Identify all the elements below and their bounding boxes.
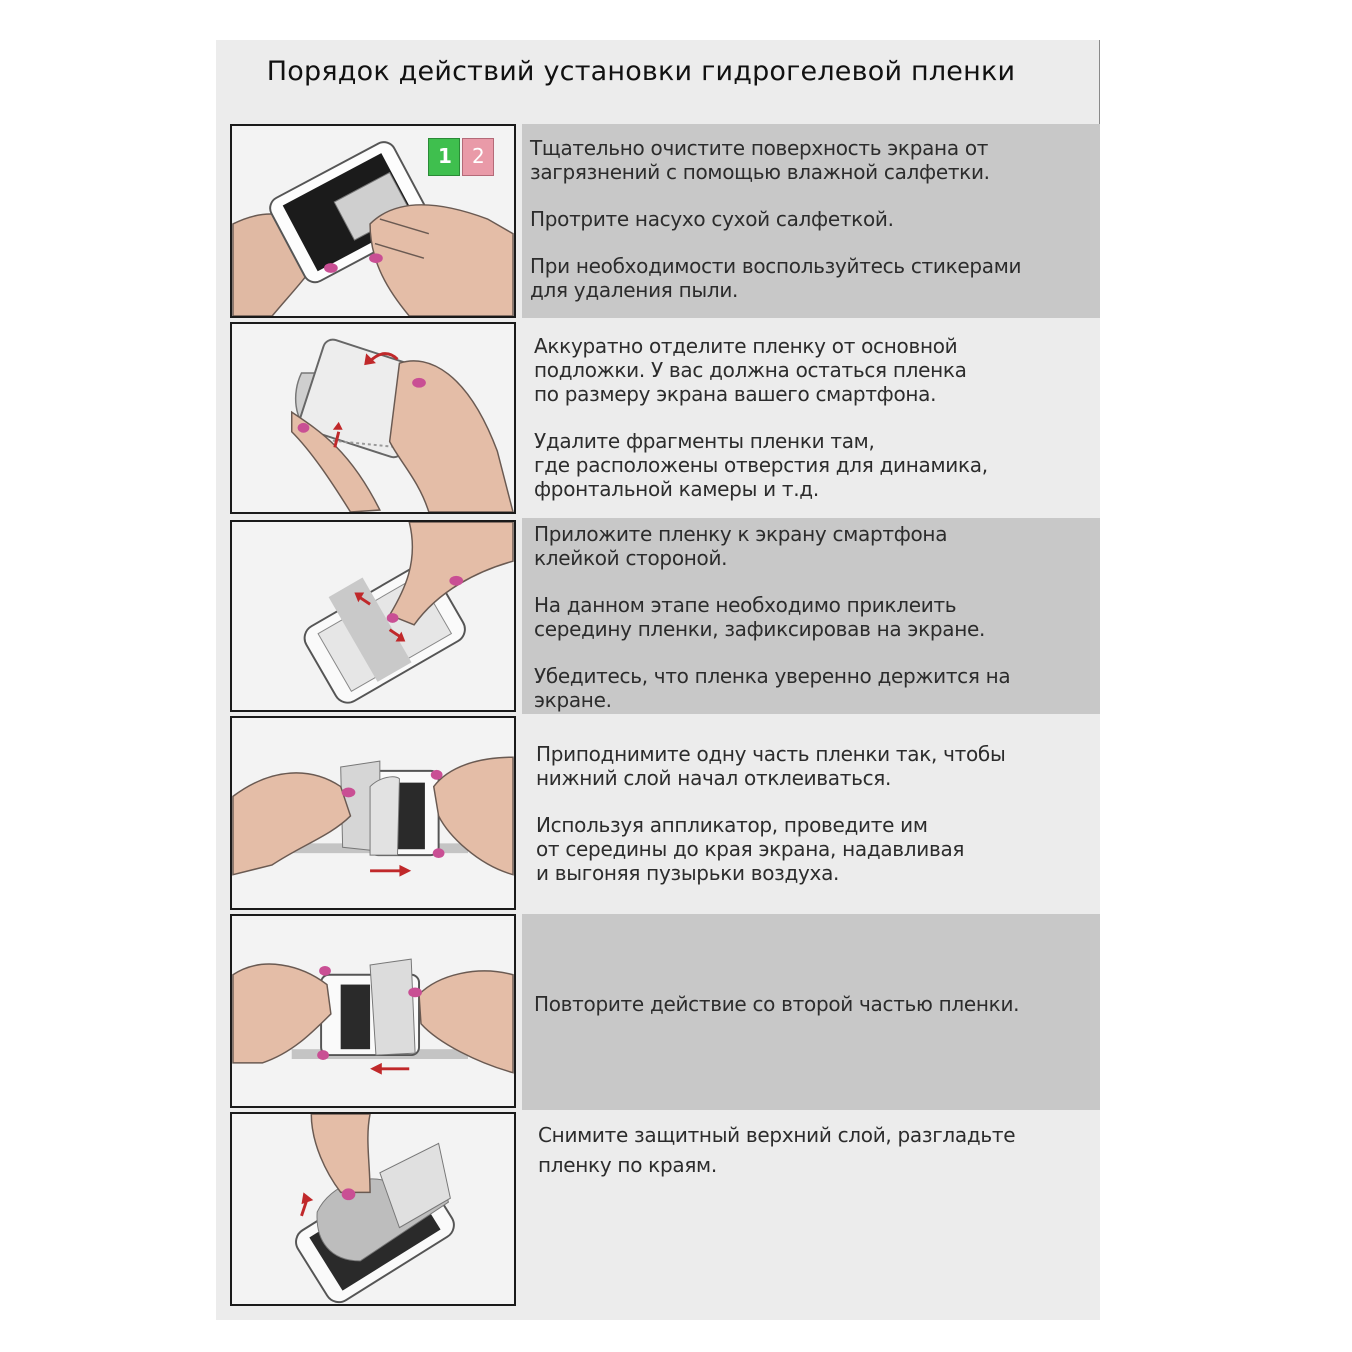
step-1 bbox=[216, 124, 1100, 318]
lift-film-left-icon bbox=[230, 914, 516, 1108]
apply-film-icon bbox=[230, 520, 516, 712]
step-4 bbox=[216, 714, 1100, 914]
step-paragraph: При необходимости воспользуйтесь стикерами для удаления пыли. bbox=[530, 254, 1022, 302]
lift-film-right-icon bbox=[230, 716, 516, 910]
step-paragraph: Приложите пленку к экрану смартфона клейкой стороной. bbox=[534, 522, 948, 570]
step-6 bbox=[216, 1110, 1100, 1320]
step-text bbox=[534, 522, 1060, 712]
step-paragraph: Убедитесь, что пленка уверенно держится на экране. bbox=[534, 664, 1011, 712]
step-paragraph: Приподнимите одну часть пленки так, чтобы нижний слой начал отклеиваться. bbox=[536, 742, 1006, 790]
sticker-1-icon bbox=[428, 138, 460, 176]
step-paragraph: На данном этапе необходимо приклеить середину пленки, зафиксировав на экране. bbox=[534, 593, 986, 641]
page-title: Порядок действий установки гидрогелевой пленки bbox=[266, 56, 1016, 87]
step-paragraph: Снимите защитный верхний слой, разгладьте пленку по краям. bbox=[538, 1123, 1016, 1177]
step-paragraph: Тщательно очистите поверхность экрана от загрязнений с помощью влажной салфетки. bbox=[530, 136, 990, 184]
step-text bbox=[536, 742, 1060, 885]
step-paragraph: Повторите действие со второй частью пленки. bbox=[534, 992, 1020, 1016]
step-text bbox=[538, 1120, 1060, 1180]
sticker-number: 1 bbox=[438, 144, 452, 168]
step-paragraph: Используя аппликатор, проведите им от середины до края экрана, надавливая и выгоняя пузырьки воздуха. bbox=[536, 813, 965, 885]
sticker-2-icon bbox=[462, 138, 494, 176]
remove-top-layer-icon bbox=[230, 1112, 516, 1306]
sticker-number: 2 bbox=[472, 144, 485, 168]
step-text bbox=[530, 136, 1060, 302]
step-2 bbox=[216, 318, 1100, 518]
step-5 bbox=[216, 914, 1100, 1110]
step-text bbox=[534, 334, 1060, 501]
step-paragraph: Протрите насухо сухой салфеткой. bbox=[530, 207, 894, 231]
step-3 bbox=[216, 518, 1100, 714]
step-paragraph: Удалите фрагменты пленки там, где расположены отверстия для динамика, фронтальной камеры и т.д. bbox=[534, 429, 988, 501]
step-paragraph: Аккуратно отделите пленку от основной подложки. У вас должна остаться пленка по размеру экрана вашего смартфона. bbox=[534, 334, 967, 406]
peel-film-icon bbox=[230, 322, 516, 514]
step-text bbox=[534, 992, 1060, 1016]
